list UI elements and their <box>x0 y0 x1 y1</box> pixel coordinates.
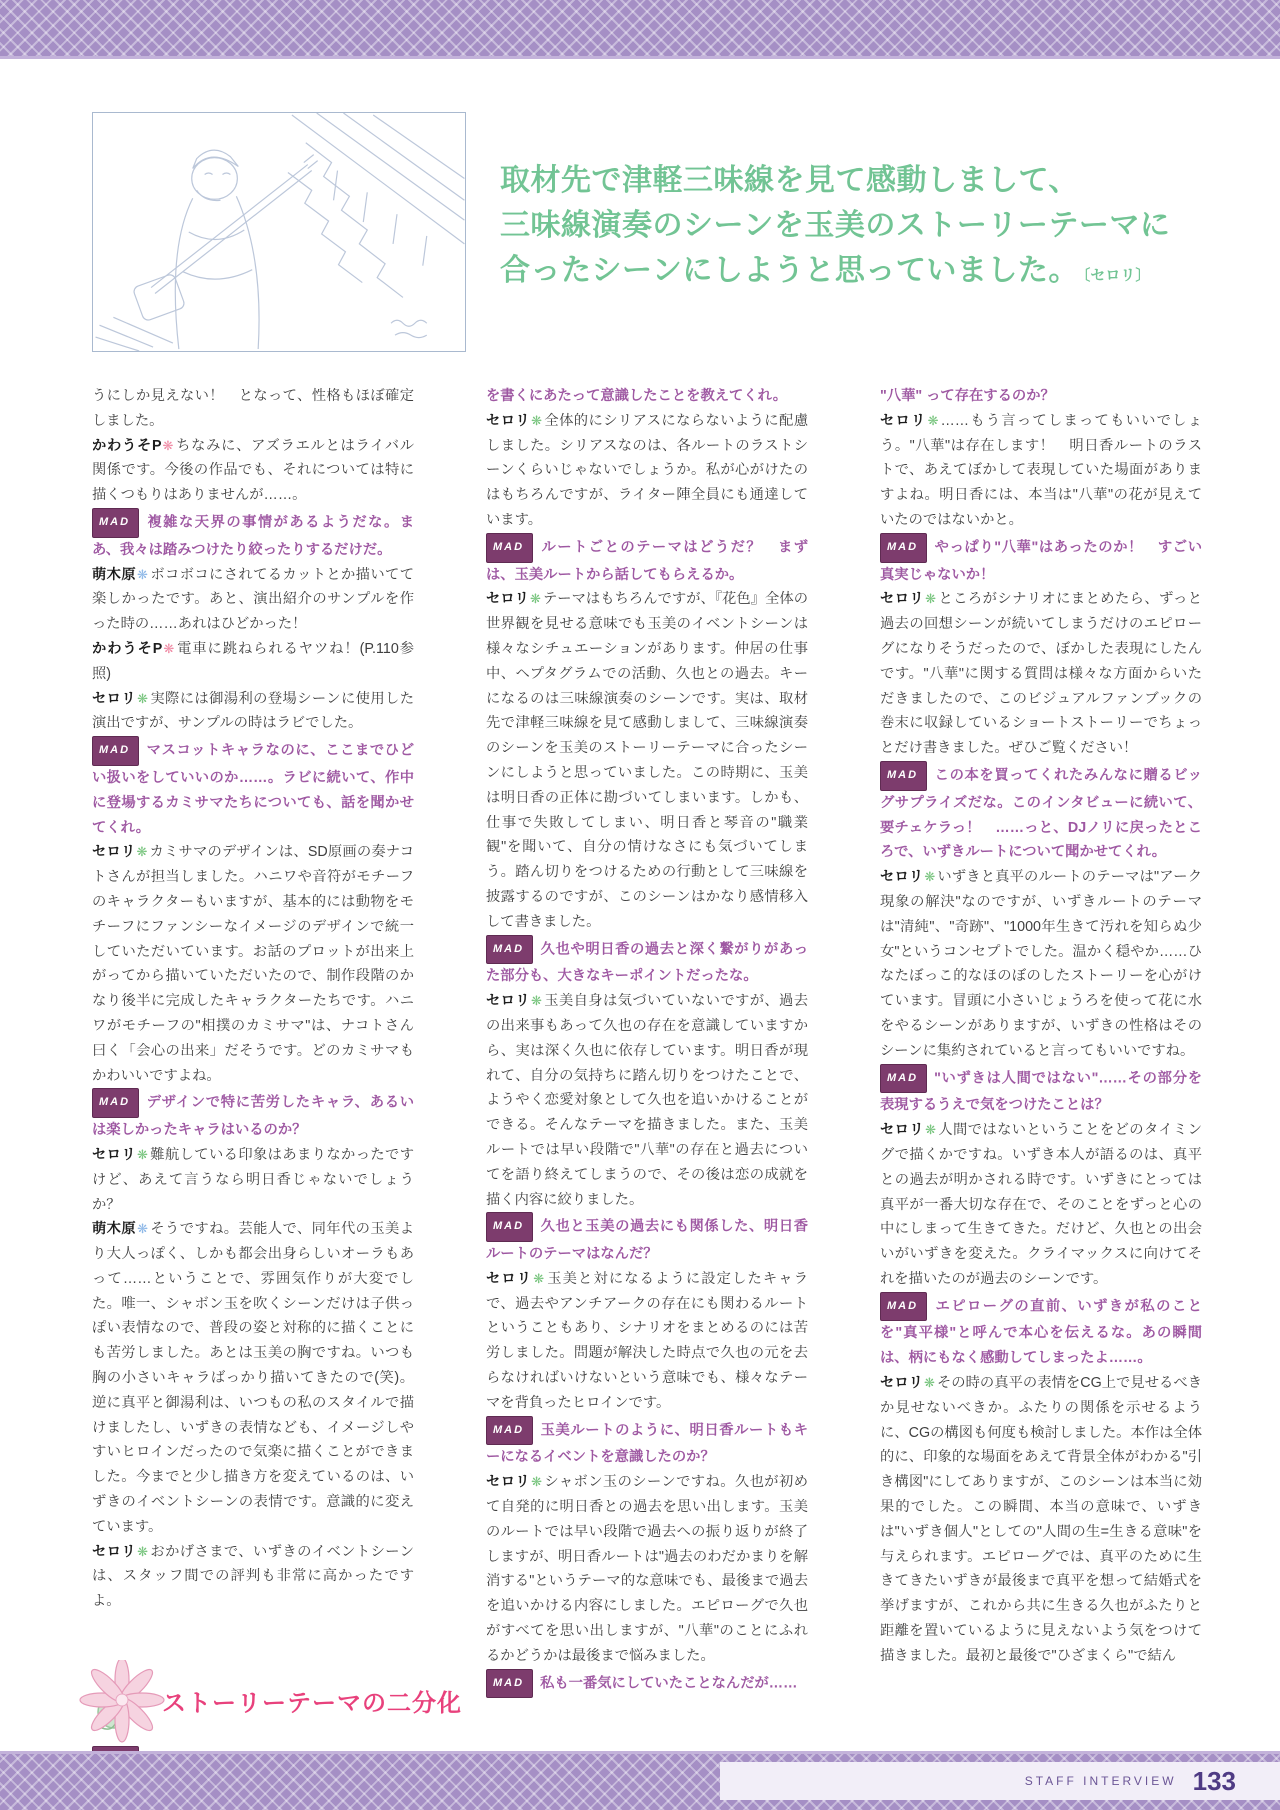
speaker-mark-icon: ❋ <box>927 412 939 428</box>
speaker-name: セロリ <box>486 993 531 1010</box>
question-text: 久也と玉美の過去にも関係した、明日香ルートのテーマはなんだ？ <box>486 1218 808 1263</box>
question-text: を書くにあたって意識したことを教えてくれ。 <box>486 388 788 404</box>
speaker-paragraph <box>92 687 414 737</box>
speaker-mark-icon: ❋ <box>925 1122 936 1138</box>
flower-icon <box>76 1660 168 1746</box>
speaker-name: セロリ <box>486 591 529 608</box>
interview-columns <box>92 384 1202 1776</box>
answer-text: 電車に跳ねられるヤツね！(P.110参照) <box>92 640 414 682</box>
pull-quote-line: 三味線演奏のシーンを玉美のストーリーテーマに <box>500 209 1171 242</box>
answer-text: その時の真平の表情をCG上で見せるべきか見せないべきか。ふたりの関係を示せるように、CGの構図も何度も検討しました。本作は全体的に、印象的な場面をあえて背景全体がわかる"引き構図"にしてありますが、このシーンは本当に効果的でした。この瞬間、本当の意味で、いずきは"いずき個人"としての"人間の生=生きる意味"を与えられます。エピローグでは、真平のために生きてきたいずきが最後まで真平を想って結婚式を挙げますが、これから共に生きる久也がふたりと距離を置いているように見えないよう気をつけて描きました。最初と最後で"ひざまくら"で結ん <box>880 1375 1202 1664</box>
speaker-mark-icon: ❋ <box>924 869 936 885</box>
speaker-name: セロリ <box>880 591 925 608</box>
speaker-mark-icon: ❋ <box>137 690 148 706</box>
speaker-paragraph <box>92 840 414 1088</box>
speaker-name: 萌木原 <box>92 566 137 583</box>
interviewer-badge: MAD <box>486 935 533 965</box>
answer-text: おかげさまで、いずきのイベントシーンは、スタッフ間での評判も非常に高かったですよ。 <box>92 1543 414 1610</box>
speaker-paragraph <box>486 409 808 533</box>
question-text: 久也や明日香の過去と深く繋がりがあった部分も、大きなキーポイントだったな。 <box>486 941 808 985</box>
quote-attribution: 〔セロリ〕 <box>1082 267 1151 284</box>
speaker-name: セロリ <box>486 1270 533 1287</box>
speaker-name: セロリ <box>880 869 924 886</box>
speaker-name: セロリ <box>92 1146 137 1163</box>
speaker-mark-icon: ❋ <box>531 1474 542 1490</box>
interviewer-question <box>880 761 1202 865</box>
question-text: "いずきは人間ではない"……その部分を表現するうえで気をつけたことは？ <box>880 1070 1202 1114</box>
speaker-name: セロリ <box>880 412 927 429</box>
footer <box>720 1762 1280 1800</box>
interviewer-badge: MAD <box>92 508 139 538</box>
footer-section-label: STAFF INTERVIEW <box>1024 1774 1177 1788</box>
speaker-paragraph <box>92 434 414 508</box>
interviewer-badge: MAD <box>486 1416 533 1446</box>
character-sketch-illustration <box>92 112 466 352</box>
answer-text: ところがシナリオにまとめたら、ずっと過去の回想シーンが続いてしまうだけのエピローグになりそうだったので、ぼかした表現にしたんです。"八華"に関する質問は様々な方面からいただきましたので、このビジュアルファンブックの巻末に収録しているショートストーリーでちょっとだけ書きました。ぜひご覧ください！ <box>880 591 1202 757</box>
answer-text: 実際には御湯利の登場シーンに使用した演出ですが、サンプルの時はラビでした。 <box>92 690 415 732</box>
speaker-name: かわうそP <box>92 437 162 454</box>
question-text: 玉美ルートのように、明日香ルートもキーになるイベントを意識したのか？ <box>486 1422 808 1466</box>
answer-text: ……もう言ってしまってもいいでしょう。"八華"は存在します！ 明日香ルートのラストで、あえてぼかして表現していた場面がありますよね。明日香には、本当は"八華"の花が見えていたのではないかと。 <box>880 412 1203 528</box>
interviewer-badge: MAD <box>486 533 533 563</box>
interviewer-question <box>486 1416 808 1471</box>
speaker-name: セロリ <box>880 1375 923 1392</box>
answer-text: カミサマのデザインは、SD原画の奏ナコトさんが担当しました。ハニワや音符がモチーフのキャラクターもいますが、基本的には動物をモチーフにファンシーなイメージのデザインで統一していただいています。お話のプロットが出来上がってから描いていただいたので、制作段階のかなり後半に完成したキャラクターたちです。ハニワがモチーフの"相撲のカミサマ"は、ナコトさん曰く「会心の出来」だそうです。どのカミサマもかわいいですよね。 <box>92 844 415 1084</box>
interviewer-question <box>880 533 1202 588</box>
speaker-paragraph <box>486 989 808 1212</box>
speaker-paragraph <box>92 1217 414 1539</box>
answer-text: 難航している印象はあまりなかったですけど、あえて言うなら明日香じゃないでしょうか？ <box>92 1146 415 1213</box>
speaker-name: セロリ <box>486 1474 531 1491</box>
answer-text: シャボン玉のシーンですね。久也が初めて自発的に明日香との過去を思い出します。玉美のルートでは早い段階で過去への振り返りが終了しますが、明日香ルートは"過去のわだかまりを解消する"というテーマ的な意味でも、最後まで過去を追いかける内容にしました。エピローグで久也がすべてを思い出しますが、"八華"のことにふれるかどうかは最後まで悩みました。 <box>486 1474 808 1664</box>
section-heading <box>92 1660 462 1746</box>
speaker-mark-icon: ❋ <box>137 1146 148 1162</box>
answer-text: いずきと真平のルートのテーマは"アーク現象の解決"なのですが、いずきルートのテーマは"清純"、"奇跡"、"1000年生きて汚れを知らぬ少女"というコンセプトでした。温かく穏やか……ひなたぼっこ的なほのぼのしたストーリーを心がけています。冒頭に小さいじょうろを使って花に水をやるシーンがありますが、いずきの性格はそのシーンに集約されていると言ってもいいですね。 <box>880 869 1202 1059</box>
interviewer-question <box>486 1669 808 1699</box>
speaker-mark-icon: ❋ <box>925 591 937 607</box>
speaker-paragraph <box>880 587 1202 761</box>
speaker-name: 萌木原 <box>92 1221 137 1238</box>
speaker-mark-icon: ❋ <box>137 566 148 582</box>
question-text: 複雑な天界の事情があるようだな。まあ、我々は踏みつけたり絞ったりするだけだ。 <box>92 514 414 558</box>
interviewer-badge: MAD <box>92 736 139 766</box>
speaker-mark-icon: ❋ <box>163 640 175 656</box>
sketch-lines <box>93 113 465 351</box>
interviewer-badge: MAD <box>486 1212 533 1242</box>
interviewer-badge: MAD <box>880 761 927 791</box>
speaker-paragraph <box>92 563 414 637</box>
speaker-paragraph <box>92 1540 414 1614</box>
speaker-mark-icon: ❋ <box>531 993 542 1009</box>
page-number: 133 <box>1192 1765 1236 1796</box>
speaker-mark-icon: ❋ <box>530 591 541 607</box>
pull-quote <box>500 158 1230 298</box>
pull-quote-line: 合ったシーンにしようと思っていました。 〔セロリ〕 <box>500 254 1151 287</box>
question-text: ルートごとのテーマはどうだ？ まずは、玉美ルートから話してもらえるか。 <box>486 539 808 583</box>
speaker-paragraph <box>880 1371 1202 1669</box>
interview-column-3 <box>880 384 1202 1776</box>
answer-text: ちなみに、アズラエルとはライバル関係です。今後の作品でも、それについては特に描くつもりはありませんが……。 <box>92 437 414 504</box>
interviewer-question <box>486 533 808 588</box>
answer-text: テーマはもちろんですが、『花色』全体の世界観を見せる意味でも玉美のイベントシーンは様々なシチュエーションがあります。仲居の仕事中、ヘプタグラムでの活動、久也との過去。キーになるのは三味線演奏のシーンです。実は、取材先で津軽三味線を見て感動しまして、三味線演奏のシーンを玉美のストーリーテーマに合ったシーンにしようと思っていました。この時期に、玉美は明日香の正体に勘づいてしまいます。しかも、仕事で失敗してしまい、明日香と琴音の"職業観"を聞いて、自分の情けなさにも気づいてしまう。踏ん切りをつけるための行動として三味線を披露するのですが、このシーンはかなり感情移入して書きました。 <box>486 591 809 930</box>
speaker-name: かわうそP <box>92 640 163 657</box>
speaker-paragraph <box>880 409 1202 533</box>
answer-text: うにしか見えない！ となって、性格もほぼ確定しました。 <box>92 388 414 429</box>
answer-text: 玉美自身は気づいていないですが、過去の出来事もあって久也の存在を意識していますから、実は深く久也に依存しています。明日香が現れて、自分の気持ちに踏ん切りをつけたことで、ようやく恋愛対象として久也を追いかけることができる。そんなテーマを描きました。また、玉美ルートでは早い段階で"八華"の存在と過去についてを語り終えてしまうので、その後は恋の成就を描く内容に絞りました。 <box>486 993 809 1208</box>
question-text: マスコットキャラなのに、ここまでひどい扱いをしていいのか……。ラビに続いて、作中に登場するカミサマたちについても、話を聞かせてくれ。 <box>92 742 414 836</box>
speaker-mark-icon: ❋ <box>137 1221 148 1237</box>
speaker-paragraph <box>486 587 808 934</box>
question-text: やっぱり"八華"はあったのか！ すごい真実じゃないか！ <box>880 539 1202 583</box>
speaker-paragraph <box>92 637 414 687</box>
answer-text: そうですね。芸能人で、同年代の玉美より大人っぽく、しかも都会出身らしいオーラもあって……ということで、雰囲気作りが大変でした。唯一、シャボン玉を吹くシーンだけは子供っぽい表情なので、普段の姿と対称的に描くことにも苦労しました。あとは玉美の胸ですね。いつも胸の小さいキャラばっかり描いてきたので(笑)。逆に真平と御湯利は、いつもの私のスタイルで描けましたし、いずきの表情なども、イメージしやすいヒロインだったので気楽に描くことができました。今までと少し描き方を変えているのは、いずきのイベントシーンの表情です。意識的に変えています。 <box>92 1221 415 1535</box>
speaker-paragraph <box>486 1470 808 1668</box>
section-title: ストーリーテーマの二分化 <box>162 1689 462 1717</box>
interviewer-question-continued <box>486 384 808 409</box>
interviewer-question <box>92 736 414 840</box>
speaker-name: セロリ <box>92 690 137 707</box>
speaker-paragraph <box>880 1118 1202 1292</box>
speaker-mark-icon: ❋ <box>136 844 148 860</box>
interviewer-question <box>486 1212 808 1267</box>
interviewer-question <box>92 508 414 563</box>
question-text: 私も一番気にしていたことなんだが…… <box>540 1675 798 1692</box>
speaker-mark-icon: ❋ <box>531 412 542 428</box>
question-text: この本を買ってくれたみんなに贈るビッグサプライズだな。このインタビューに続いて、要チェケラっ！ ……っと、DJノリに戻ったところで、いずきルートについて聞かせてくれ。 <box>880 767 1202 861</box>
question-text: "八華" って存在するのか？ <box>880 388 1055 404</box>
interviewer-badge: MAD <box>92 1088 139 1118</box>
interviewer-question <box>880 1064 1202 1119</box>
speaker-mark-icon: ❋ <box>533 1270 545 1286</box>
interviewer-question-continued <box>880 384 1202 409</box>
interviewer-question <box>92 1088 414 1143</box>
interviewer-badge: MAD <box>880 1064 927 1094</box>
speaker-paragraph <box>486 1267 808 1416</box>
speaker-mark-icon: ❋ <box>137 1543 148 1559</box>
answer-text: 全体的にシリアスにならないように配慮しました。シリアスなのは、各ルートのラストシーンくらいじゃないでしょうか。私が心がけたのはもちろんですが、ライター陣全員にも通達しています。 <box>486 412 808 528</box>
interviewer-question <box>486 935 808 990</box>
speaker-name: セロリ <box>486 412 531 429</box>
question-text: デザインで特に苦労したキャラ、あるいは楽しかったキャラはいるのか？ <box>92 1094 414 1139</box>
continuation-paragraph <box>92 384 414 434</box>
speaker-paragraph <box>92 1143 414 1217</box>
speaker-paragraph <box>880 865 1202 1063</box>
interviewer-badge: MAD <box>880 533 927 563</box>
answer-text: ボコボコにされてるカットとか描いてて楽しかったです。あと、演出紹介のサンプルを作った時の……あれはひどかった！ <box>92 566 415 633</box>
top-lattice-border <box>0 0 1280 59</box>
interviewer-badge: MAD <box>486 1669 533 1699</box>
answer-text: 玉美と対になるように設定したキャラで、過去やアンチアークの存在にも関わるルートということもあり、シナリオをまとめるのには苦労しました。問題が解決した時点で久也の元を去らなければいけないという意味でも、様々なテーマを背負ったヒロインです。 <box>486 1270 809 1411</box>
speaker-name: セロリ <box>92 1543 137 1560</box>
interview-column-2 <box>486 384 808 1776</box>
interviewer-question <box>880 1292 1202 1371</box>
answer-text: 人間ではないということをどのタイミングで描くかですね。いずき本人が語るのは、真平との過去が明かされる時です。いずきにとっては真平が一番大切な存在で、そのことをずっと心の中にしまって生きてきた。だけど、久也との出会いがいずきを変えた。クライマックスに向けてそれを描いたのが過去のシーンです。 <box>880 1122 1203 1287</box>
interview-column-1 <box>92 384 462 1776</box>
speaker-mark-icon: ❋ <box>924 1375 935 1391</box>
speaker-name: セロリ <box>92 844 136 861</box>
question-text: エピローグの直前、いずきが私のことを"真平様"と呼んで本心を伝えるな。あの瞬間は、柄にもなく感動してしまったよ……。 <box>880 1298 1202 1367</box>
speaker-mark-icon: ❋ <box>162 437 174 453</box>
interviewer-badge: MAD <box>880 1292 927 1322</box>
pull-quote-line: 取材先で津軽三味線を見て感動しまして、 <box>500 164 1079 197</box>
speaker-name: セロリ <box>880 1122 925 1139</box>
